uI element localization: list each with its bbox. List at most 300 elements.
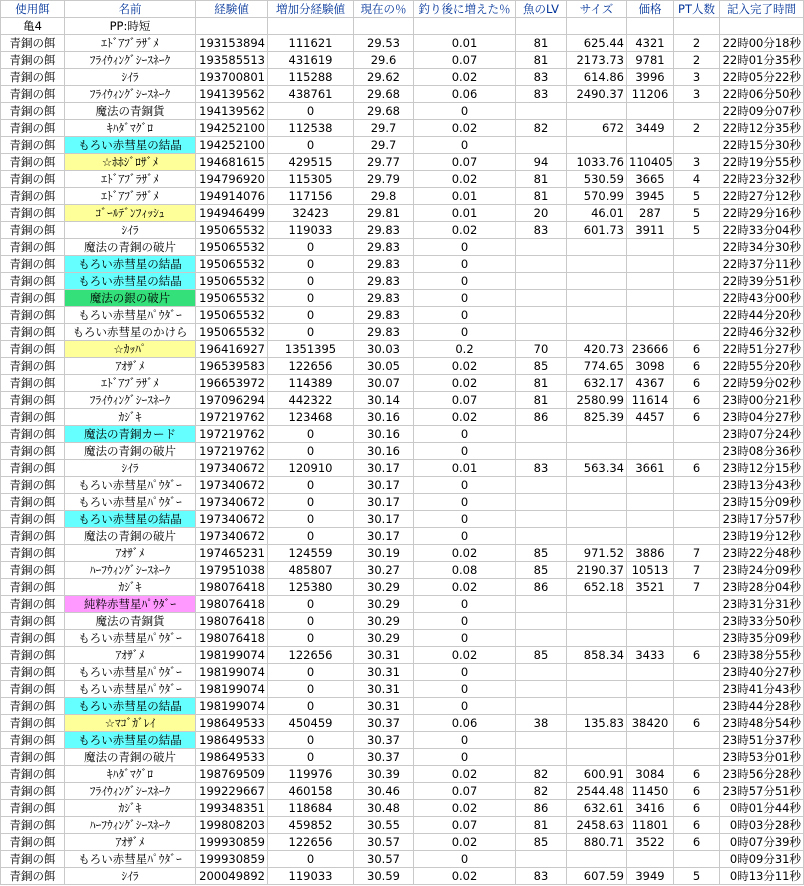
cell-name[interactable]: ｺﾞｰﾙﾃﾞﾝﾌｨｯｼｭ: [65, 205, 196, 222]
cell-gain[interactable]: 0: [268, 698, 354, 715]
cell-lv[interactable]: 94: [516, 154, 567, 171]
cell-size[interactable]: 632.61: [567, 800, 627, 817]
cell-inc[interactable]: 0.02: [414, 868, 516, 885]
cell-bait[interactable]: 青銅の餌: [1, 358, 65, 375]
cell-pct[interactable]: 29.83: [354, 256, 414, 273]
cell-size[interactable]: 2458.63: [567, 817, 627, 834]
cell-exp[interactable]: 196416927: [196, 341, 268, 358]
cell-lv[interactable]: 86: [516, 579, 567, 596]
cell-lv[interactable]: [516, 732, 567, 749]
cell-size[interactable]: [567, 528, 627, 545]
cell-pt[interactable]: [674, 664, 720, 681]
cell-price[interactable]: 287: [627, 205, 674, 222]
cell-name[interactable]: ﾊｰﾌｳｨﾝｸﾞｼｰｽﾈｰｸ: [65, 817, 196, 834]
table-cell[interactable]: [516, 18, 567, 35]
cell-time[interactable]: 22時33分04秒: [720, 222, 804, 239]
cell-exp[interactable]: 197951038: [196, 562, 268, 579]
cell-exp[interactable]: 195065532: [196, 273, 268, 290]
cell-price[interactable]: 3433: [627, 647, 674, 664]
cell-gain[interactable]: 111621: [268, 35, 354, 52]
cell-gain[interactable]: 0: [268, 103, 354, 120]
cell-inc[interactable]: 0: [414, 681, 516, 698]
cell-bait[interactable]: 青銅の餌: [1, 324, 65, 341]
cell-exp[interactable]: 197340672: [196, 494, 268, 511]
cell-lv[interactable]: 85: [516, 545, 567, 562]
cell-inc[interactable]: 0.07: [414, 154, 516, 171]
cell-time[interactable]: 22時05分22秒: [720, 69, 804, 86]
cell-inc[interactable]: 0.01: [414, 188, 516, 205]
cell-inc[interactable]: 0: [414, 256, 516, 273]
cell-gain[interactable]: 0: [268, 443, 354, 460]
cell-pct[interactable]: 30.17: [354, 477, 414, 494]
cell-size[interactable]: [567, 664, 627, 681]
cell-pt[interactable]: 6: [674, 647, 720, 664]
cell-price[interactable]: [627, 494, 674, 511]
cell-pt[interactable]: [674, 596, 720, 613]
cell-gain[interactable]: 429515: [268, 154, 354, 171]
cell-pct[interactable]: 29.77: [354, 154, 414, 171]
cell-inc[interactable]: 0: [414, 137, 516, 154]
cell-exp[interactable]: 198649533: [196, 732, 268, 749]
cell-inc[interactable]: 0: [414, 698, 516, 715]
cell-price[interactable]: [627, 664, 674, 681]
cell-gain[interactable]: 460158: [268, 783, 354, 800]
cell-name[interactable]: 魔法の青銅の破片: [65, 239, 196, 256]
cell-time[interactable]: 23時28分04秒: [720, 579, 804, 596]
cell-exp[interactable]: 197340672: [196, 460, 268, 477]
cell-size[interactable]: 614.86: [567, 69, 627, 86]
cell-inc[interactable]: 0.01: [414, 35, 516, 52]
cell-time[interactable]: 23時57分51秒: [720, 783, 804, 800]
cell-gain[interactable]: 0: [268, 256, 354, 273]
cell-size[interactable]: 672: [567, 120, 627, 137]
cell-name[interactable]: ｼｲﾗ: [65, 69, 196, 86]
cell-lv[interactable]: 20: [516, 205, 567, 222]
cell-name[interactable]: ｶｼﾞｷ: [65, 409, 196, 426]
cell-exp[interactable]: 198199074: [196, 664, 268, 681]
cell-inc[interactable]: 0.07: [414, 817, 516, 834]
cell-exp[interactable]: 193585513: [196, 52, 268, 69]
cell-bait[interactable]: 青銅の餌: [1, 749, 65, 766]
cell-time[interactable]: 23時33分50秒: [720, 613, 804, 630]
cell-pt[interactable]: [674, 851, 720, 868]
cell-bait[interactable]: 青銅の餌: [1, 35, 65, 52]
cell-name[interactable]: もろい赤彗星の結晶: [65, 732, 196, 749]
cell-pt[interactable]: [674, 749, 720, 766]
cell-price[interactable]: [627, 426, 674, 443]
cell-gain[interactable]: 0: [268, 324, 354, 341]
cell-exp[interactable]: 199930859: [196, 834, 268, 851]
cell-inc[interactable]: 0.2: [414, 341, 516, 358]
cell-time[interactable]: 23時04分27秒: [720, 409, 804, 426]
header-lv[interactable]: 魚のLV: [516, 1, 567, 18]
cell-exp[interactable]: 197340672: [196, 528, 268, 545]
cell-price[interactable]: [627, 290, 674, 307]
cell-exp[interactable]: 197340672: [196, 477, 268, 494]
cell-price[interactable]: 3945: [627, 188, 674, 205]
cell-size[interactable]: 563.34: [567, 460, 627, 477]
cell-exp[interactable]: 198649533: [196, 749, 268, 766]
cell-inc[interactable]: 0: [414, 851, 516, 868]
cell-price[interactable]: [627, 256, 674, 273]
cell-pt[interactable]: 6: [674, 766, 720, 783]
cell-time[interactable]: 23時51分37秒: [720, 732, 804, 749]
cell-bait[interactable]: 青銅の餌: [1, 851, 65, 868]
cell-price[interactable]: [627, 137, 674, 154]
cell-time[interactable]: 23時19分12秒: [720, 528, 804, 545]
cell-pct[interactable]: 30.57: [354, 851, 414, 868]
cell-pt[interactable]: 3: [674, 86, 720, 103]
cell-bait[interactable]: 青銅の餌: [1, 239, 65, 256]
cell-time[interactable]: 23時12分15秒: [720, 460, 804, 477]
cell-lv[interactable]: [516, 256, 567, 273]
cell-exp[interactable]: 197219762: [196, 426, 268, 443]
cell-pt[interactable]: 6: [674, 460, 720, 477]
header-time[interactable]: 記入完了時間: [720, 1, 804, 18]
cell-bait[interactable]: 青銅の餌: [1, 409, 65, 426]
cell-name[interactable]: 魔法の青銅貨: [65, 103, 196, 120]
cell-gain[interactable]: 485807: [268, 562, 354, 579]
cell-bait[interactable]: 青銅の餌: [1, 698, 65, 715]
cell-time[interactable]: 22時12分35秒: [720, 120, 804, 137]
cell-pt[interactable]: [674, 426, 720, 443]
cell-bait[interactable]: 青銅の餌: [1, 426, 65, 443]
cell-pct[interactable]: 29.83: [354, 222, 414, 239]
cell-pt[interactable]: 6: [674, 375, 720, 392]
cell-price[interactable]: [627, 749, 674, 766]
cell-exp[interactable]: 194139562: [196, 86, 268, 103]
cell-price[interactable]: [627, 732, 674, 749]
cell-gain[interactable]: 0: [268, 596, 354, 613]
cell-gain[interactable]: 0: [268, 239, 354, 256]
cell-time[interactable]: 22時37分11秒: [720, 256, 804, 273]
cell-inc[interactable]: 0.02: [414, 375, 516, 392]
cell-name[interactable]: もろい赤彗星ﾊﾟｳﾀﾞｰ: [65, 494, 196, 511]
cell-size[interactable]: [567, 596, 627, 613]
cell-inc[interactable]: 0: [414, 290, 516, 307]
cell-lv[interactable]: 82: [516, 120, 567, 137]
cell-lv[interactable]: 81: [516, 188, 567, 205]
cell-pct[interactable]: 30.17: [354, 494, 414, 511]
cell-size[interactable]: 825.39: [567, 409, 627, 426]
cell-pct[interactable]: 30.37: [354, 749, 414, 766]
cell-inc[interactable]: 0: [414, 596, 516, 613]
cell-size[interactable]: [567, 290, 627, 307]
cell-size[interactable]: [567, 613, 627, 630]
cell-exp[interactable]: 198769509: [196, 766, 268, 783]
cell-lv[interactable]: 83: [516, 222, 567, 239]
cell-lv[interactable]: 82: [516, 766, 567, 783]
cell-lv[interactable]: 85: [516, 647, 567, 664]
cell-exp[interactable]: 197096294: [196, 392, 268, 409]
cell-lv[interactable]: 86: [516, 409, 567, 426]
cell-size[interactable]: 971.52: [567, 545, 627, 562]
cell-inc[interactable]: 0.02: [414, 222, 516, 239]
cell-name[interactable]: 魔法の青銅の破片: [65, 528, 196, 545]
cell-exp[interactable]: 198076418: [196, 596, 268, 613]
cell-price[interactable]: 3084: [627, 766, 674, 783]
cell-exp[interactable]: 195065532: [196, 222, 268, 239]
cell-name[interactable]: 魔法の青銅の破片: [65, 443, 196, 460]
cell-pct[interactable]: 29.83: [354, 324, 414, 341]
cell-price[interactable]: 3996: [627, 69, 674, 86]
cell-bait[interactable]: 青銅の餌: [1, 681, 65, 698]
cell-gain[interactable]: 438761: [268, 86, 354, 103]
cell-price[interactable]: [627, 613, 674, 630]
cell-size[interactable]: 135.83: [567, 715, 627, 732]
cell-pct[interactable]: 29.8: [354, 188, 414, 205]
cell-pct[interactable]: 30.16: [354, 443, 414, 460]
cell-time[interactable]: 22時27分12秒: [720, 188, 804, 205]
cell-exp[interactable]: 196653972: [196, 375, 268, 392]
cell-lv[interactable]: [516, 494, 567, 511]
cell-pct[interactable]: 29.7: [354, 120, 414, 137]
cell-lv[interactable]: [516, 596, 567, 613]
cell-inc[interactable]: 0: [414, 426, 516, 443]
header-pt[interactable]: PT人数: [674, 1, 720, 18]
cell-exp[interactable]: 198076418: [196, 630, 268, 647]
cell-pt[interactable]: 6: [674, 783, 720, 800]
cell-price[interactable]: 4321: [627, 35, 674, 52]
cell-name[interactable]: ｼｲﾗ: [65, 868, 196, 885]
cell-pt[interactable]: [674, 681, 720, 698]
cell-inc[interactable]: 0.02: [414, 647, 516, 664]
cell-gain[interactable]: 114389: [268, 375, 354, 392]
cell-price[interactable]: 23666: [627, 341, 674, 358]
cell-time[interactable]: 22時15分30秒: [720, 137, 804, 154]
cell-pct[interactable]: 29.53: [354, 35, 414, 52]
cell-gain[interactable]: 0: [268, 477, 354, 494]
cell-price[interactable]: 3098: [627, 358, 674, 375]
cell-time[interactable]: 23時48分54秒: [720, 715, 804, 732]
cell-gain[interactable]: 1351395: [268, 341, 354, 358]
cell-name[interactable]: 魔法の青銅カード: [65, 426, 196, 443]
cell-time[interactable]: 22時51分27秒: [720, 341, 804, 358]
cell-name[interactable]: もろい赤彗星ﾊﾟｳﾀﾞｰ: [65, 630, 196, 647]
cell-pct[interactable]: 29.81: [354, 205, 414, 222]
cell-gain[interactable]: 122656: [268, 358, 354, 375]
cell-price[interactable]: 3521: [627, 579, 674, 596]
cell-exp[interactable]: 199348351: [196, 800, 268, 817]
cell-lv[interactable]: 81: [516, 392, 567, 409]
cell-name[interactable]: 魔法の青銅貨: [65, 613, 196, 630]
cell-size[interactable]: [567, 851, 627, 868]
cell-pt[interactable]: [674, 528, 720, 545]
cell-pt[interactable]: 6: [674, 715, 720, 732]
cell-gain[interactable]: 442322: [268, 392, 354, 409]
cell-exp[interactable]: 198199074: [196, 647, 268, 664]
cell-size[interactable]: 46.01: [567, 205, 627, 222]
cell-name[interactable]: ☆ﾏｺﾞｶﾞﾚｲ: [65, 715, 196, 732]
cell-gain[interactable]: 119033: [268, 868, 354, 885]
cell-gain[interactable]: 0: [268, 851, 354, 868]
cell-price[interactable]: 4367: [627, 375, 674, 392]
cell-bait[interactable]: 青銅の餌: [1, 562, 65, 579]
cell-gain[interactable]: 0: [268, 732, 354, 749]
cell-time[interactable]: 0時13分11秒: [720, 868, 804, 885]
cell-gain[interactable]: 112538: [268, 120, 354, 137]
cell-name[interactable]: ﾌﾗｲｳｨﾝｸﾞｼｰｽﾈｰｸ: [65, 392, 196, 409]
cell-pt[interactable]: [674, 732, 720, 749]
cell-size[interactable]: 1033.76: [567, 154, 627, 171]
cell-bait[interactable]: 青銅の餌: [1, 664, 65, 681]
cell-price[interactable]: 3416: [627, 800, 674, 817]
cell-name[interactable]: ｱｵｻﾞﾒ: [65, 647, 196, 664]
cell-size[interactable]: [567, 103, 627, 120]
cell-inc[interactable]: 0.02: [414, 409, 516, 426]
cell-exp[interactable]: 195065532: [196, 290, 268, 307]
cell-time[interactable]: 23時15分09秒: [720, 494, 804, 511]
table-cell[interactable]: [720, 18, 804, 35]
cell-exp[interactable]: 195065532: [196, 239, 268, 256]
cell-gain[interactable]: 117156: [268, 188, 354, 205]
cell-name[interactable]: もろい赤彗星ﾊﾟｳﾀﾞｰ: [65, 307, 196, 324]
header-size[interactable]: サイズ: [567, 1, 627, 18]
cell-name[interactable]: ﾌﾗｲｳｨﾝｸﾞｼｰｽﾈｰｸ: [65, 52, 196, 69]
cell-size[interactable]: 530.59: [567, 171, 627, 188]
cell-lv[interactable]: 85: [516, 562, 567, 579]
cell-size[interactable]: 632.17: [567, 375, 627, 392]
cell-exp[interactable]: 197219762: [196, 409, 268, 426]
header-name[interactable]: 名前: [65, 1, 196, 18]
cell-bait[interactable]: 青銅の餌: [1, 783, 65, 800]
cell-pct[interactable]: 30.17: [354, 511, 414, 528]
cell-inc[interactable]: 0.02: [414, 834, 516, 851]
cell-lv[interactable]: 70: [516, 341, 567, 358]
cell-bait[interactable]: 青銅の餌: [1, 69, 65, 86]
cell-size[interactable]: 858.34: [567, 647, 627, 664]
cell-time[interactable]: 23時00分21秒: [720, 392, 804, 409]
cell-pt[interactable]: 2: [674, 120, 720, 137]
cell-name[interactable]: もろい赤彗星ﾊﾟｳﾀﾞｰ: [65, 681, 196, 698]
cell-pct[interactable]: 30.31: [354, 698, 414, 715]
cell-inc[interactable]: 0.07: [414, 392, 516, 409]
cell-gain[interactable]: 115305: [268, 171, 354, 188]
cell-gain[interactable]: 0: [268, 613, 354, 630]
cell-bait[interactable]: 青銅の餌: [1, 613, 65, 630]
cell-exp[interactable]: 198199074: [196, 681, 268, 698]
cell-gain[interactable]: 122656: [268, 647, 354, 664]
cell-pct[interactable]: 30.31: [354, 664, 414, 681]
cell-exp[interactable]: 194139562: [196, 103, 268, 120]
cell-time[interactable]: 22時34分30秒: [720, 239, 804, 256]
cell-lv[interactable]: 81: [516, 171, 567, 188]
cell-bait[interactable]: 青銅の餌: [1, 766, 65, 783]
cell-pt[interactable]: 2: [674, 52, 720, 69]
cell-inc[interactable]: 0.08: [414, 562, 516, 579]
cell-exp[interactable]: 194681615: [196, 154, 268, 171]
cell-bait[interactable]: 青銅の餌: [1, 579, 65, 596]
cell-time[interactable]: 22時19分55秒: [720, 154, 804, 171]
cell-inc[interactable]: 0.02: [414, 358, 516, 375]
cell-exp[interactable]: 193700801: [196, 69, 268, 86]
cell-pct[interactable]: 30.39: [354, 766, 414, 783]
cell-pct[interactable]: 30.16: [354, 426, 414, 443]
cell-exp[interactable]: 193153894: [196, 35, 268, 52]
cell-gain[interactable]: 0: [268, 511, 354, 528]
cell-price[interactable]: 11206: [627, 86, 674, 103]
header-bait[interactable]: 使用餌: [1, 1, 65, 18]
cell-price[interactable]: 3449: [627, 120, 674, 137]
cell-name[interactable]: もろい赤彗星の結晶: [65, 256, 196, 273]
cell-lv[interactable]: 85: [516, 358, 567, 375]
cell-lv[interactable]: 81: [516, 35, 567, 52]
cell-bait[interactable]: 青銅の餌: [1, 307, 65, 324]
cell-name[interactable]: ｴﾄﾞｱﾌﾞﾗｻﾞﾒ: [65, 375, 196, 392]
cell-pt[interactable]: [674, 511, 720, 528]
cell-time[interactable]: 23時35分09秒: [720, 630, 804, 647]
cell-gain[interactable]: 0: [268, 307, 354, 324]
cell-time[interactable]: 0時01分44秒: [720, 800, 804, 817]
cell-bait[interactable]: 青銅の餌: [1, 647, 65, 664]
cell-size[interactable]: [567, 273, 627, 290]
cell-pt[interactable]: 6: [674, 409, 720, 426]
cell-bait[interactable]: 青銅の餌: [1, 188, 65, 205]
cell-time[interactable]: 22時39分51秒: [720, 273, 804, 290]
cell-pct[interactable]: 29.68: [354, 103, 414, 120]
cell-pt[interactable]: 5: [674, 222, 720, 239]
cell-name[interactable]: 純粋赤彗星ﾊﾟｳﾀﾞｰ: [65, 596, 196, 613]
cell-gain[interactable]: 32423: [268, 205, 354, 222]
cell-price[interactable]: [627, 698, 674, 715]
cell-pt[interactable]: [674, 477, 720, 494]
cell-pct[interactable]: 29.62: [354, 69, 414, 86]
cell-size[interactable]: 774.65: [567, 358, 627, 375]
cell-price[interactable]: 3661: [627, 460, 674, 477]
subheader-right[interactable]: PP:時短: [65, 18, 196, 35]
cell-gain[interactable]: 0: [268, 528, 354, 545]
cell-time[interactable]: 0時09分31秒: [720, 851, 804, 868]
cell-lv[interactable]: [516, 324, 567, 341]
cell-exp[interactable]: 195065532: [196, 324, 268, 341]
cell-price[interactable]: [627, 596, 674, 613]
cell-bait[interactable]: 青銅の餌: [1, 545, 65, 562]
cell-exp[interactable]: 195065532: [196, 256, 268, 273]
cell-inc[interactable]: 0.02: [414, 545, 516, 562]
cell-time[interactable]: 22時43分00秒: [720, 290, 804, 307]
cell-bait[interactable]: 青銅の餌: [1, 477, 65, 494]
cell-price[interactable]: 10513: [627, 562, 674, 579]
cell-price[interactable]: [627, 477, 674, 494]
cell-bait[interactable]: 青銅の餌: [1, 392, 65, 409]
cell-exp[interactable]: 194914076: [196, 188, 268, 205]
cell-bait[interactable]: 青銅の餌: [1, 222, 65, 239]
cell-bait[interactable]: 青銅の餌: [1, 375, 65, 392]
cell-pt[interactable]: 3: [674, 154, 720, 171]
header-gain[interactable]: 増加分経験値: [268, 1, 354, 18]
cell-lv[interactable]: 81: [516, 375, 567, 392]
cell-pct[interactable]: 29.83: [354, 307, 414, 324]
cell-time[interactable]: 22時44分20秒: [720, 307, 804, 324]
cell-pt[interactable]: [674, 273, 720, 290]
cell-size[interactable]: [567, 137, 627, 154]
cell-bait[interactable]: 青銅の餌: [1, 256, 65, 273]
cell-time[interactable]: 22時46分32秒: [720, 324, 804, 341]
cell-time[interactable]: 22時01分35秒: [720, 52, 804, 69]
cell-bait[interactable]: 青銅の餌: [1, 154, 65, 171]
cell-time[interactable]: 23時40分27秒: [720, 664, 804, 681]
cell-size[interactable]: 570.99: [567, 188, 627, 205]
cell-inc[interactable]: 0: [414, 443, 516, 460]
cell-price[interactable]: 11450: [627, 783, 674, 800]
cell-time[interactable]: 23時22分48秒: [720, 545, 804, 562]
cell-name[interactable]: ｴﾄﾞｱﾌﾞﾗｻﾞﾒ: [65, 171, 196, 188]
cell-pct[interactable]: 30.29: [354, 630, 414, 647]
cell-bait[interactable]: 青銅の餌: [1, 120, 65, 137]
cell-price[interactable]: 38420: [627, 715, 674, 732]
cell-gain[interactable]: 0: [268, 664, 354, 681]
cell-gain[interactable]: 125380: [268, 579, 354, 596]
